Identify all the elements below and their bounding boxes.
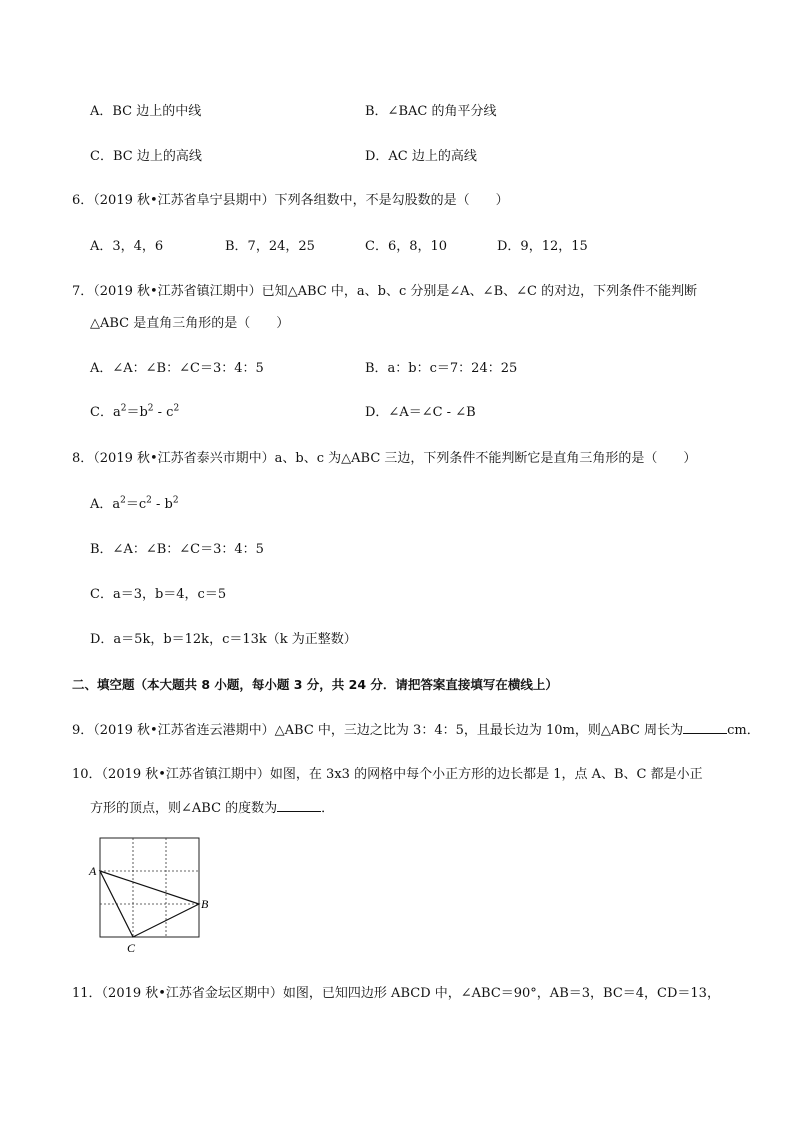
q9-stem: 9．（2019 秋•江苏省连云港期中）△ABC 中，三边之比为 3：4：5，且最长边为 10m，则△ABC 周长为 cm． — [72, 723, 760, 738]
q6-option-d: D．9，12，15 — [497, 239, 588, 254]
q11-stem: 11．（2019 秋•江苏省金坛区期中）如图，已知四边形 ABCD 中，∠ABC＝90°，AB＝3，BC＝4，CD＝13， — [72, 986, 720, 1001]
section-heading: 二、填空题（本大题共 8 小题，每小题 3 分，共 24 分．请把答案直接填写在横线上） — [72, 677, 558, 692]
q8-option-b: B．∠A：∠B：∠C＝3：4：5 — [90, 542, 264, 557]
q5-option-a: A．BC 边上的中线 — [90, 104, 202, 119]
q7-stem-line1: 7．（2019 秋•江苏省镇江期中）已知△ABC 中，a、b、c 分别是∠A、∠B、∠C 的对边，下列条件不能判断 — [72, 284, 698, 299]
q5-option-b: B．∠BAC 的角平分线 — [365, 104, 497, 119]
q7-option-d: D．∠A＝∠C - ∠B — [365, 405, 476, 420]
q10-stem-line1: 10．（2019 秋•江苏省镇江期中）如图，在 3x3 的网格中每个小正方形的边长都是 1，点 A、B、C 都是小正 — [72, 767, 703, 782]
answer-blank[interactable] — [277, 799, 321, 812]
q8-option-d: D．a＝5k，b＝12k，c＝13k（k 为正整数） — [90, 632, 357, 647]
q6-option-c: C．6，8，10 — [365, 239, 448, 254]
q5-option-c: C．BC 边上的高线 — [90, 149, 202, 164]
q7-option-c: C．$a^2=b^2 - c^2$ — [90, 403, 180, 420]
q7-stem-line2: △ABC 是直角三角形的是（ ） — [90, 316, 290, 331]
q8-option-c: C．a＝3，b＝4，c＝5 — [90, 587, 227, 602]
q7-option-b: B．a：b：c＝7：24：25 — [365, 361, 518, 376]
q8-stem: 8．（2019 秋•江苏省泰兴市期中）a、b、c 为△ABC 三边，下列条件不能判断它是直角三角形的是（ ） — [72, 451, 697, 466]
point-c-label: C — [127, 941, 136, 955]
grid-triangle-figure — [86, 830, 226, 960]
q6-option-a: A．3，4，6 — [90, 239, 164, 254]
q6-option-b: B．7，24，25 — [225, 239, 315, 254]
answer-blank[interactable] — [683, 721, 727, 734]
q6-stem: 6．（2019 秋•江苏省阜宁县期中）下列各组数中，不是勾股数的是（ ） — [72, 193, 509, 208]
q7-option-a: A．∠A：∠B：∠C＝3：4：5 — [90, 361, 264, 376]
q5-option-d: D．AC 边上的高线 — [365, 149, 477, 164]
q8-option-a: A．$a^2=c^2 - b^2$ — [90, 495, 179, 512]
point-a-label: A — [89, 864, 97, 878]
point-b-label: B — [201, 897, 209, 911]
q10-stem-line2: 方形的顶点，则∠ABC 的度数为 ． — [90, 801, 335, 816]
